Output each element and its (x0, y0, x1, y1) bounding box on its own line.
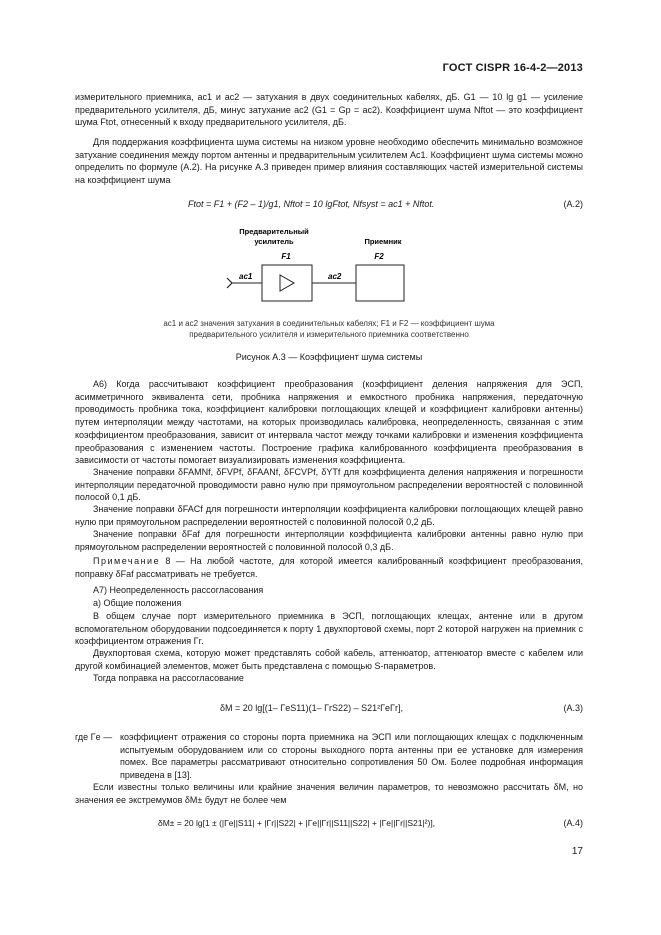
ac2-label: ac2 (328, 272, 342, 281)
paragraph-two-port: Двухпортовая схема, которую может представлять собой кабель, аттенюатор, аттенюатор вместе с кабелем или другой комбинацией элементов, может быть представлена с помощью S-параметров. (75, 648, 583, 671)
page-number: 17 (571, 846, 583, 857)
paragraph-a7: А7) Неопределенность рассогласования (93, 585, 264, 595)
document-header: ГОСТ CISPR 16-4-2—2013 (442, 62, 583, 74)
paragraph-2: Для поддержания коэффициента шума системы на низком уровне необходимо обеспечить минимально возможное затухание соединения между портом антенны и предварительным усилителем Ac1. Коэффициент шума системы можно определить по формуле (А.2). На рисунке А.3 приведен пример влияния составляющих частей измерительной системы на коэффициент шума (75, 137, 583, 186)
antenna-port-icon (227, 278, 232, 288)
figure-title: Рисунок А.3 — Коэффициент шума системы (235, 352, 423, 362)
equation-a3-number: (А.3) (563, 703, 583, 713)
note-8 (75, 555, 583, 580)
note-text: 8 — На любой частоте, для которой имеется калиброванный коэффициент преобразования, поправку δFaf рассматривать не требуется. (75, 556, 583, 579)
paragraph-a6: А6) Когда рассчитывают коэффициент преобразования (коэффициент деления напряжения для ЭСП, асимметричного эквивалента сети, пробника напряжения и емкостного пробника напряжения, передаточную проводимость пробника тока, коэффициент калибровки поглощающих клещей и коэффициент калибровки антенны) путем интерполяции между частотами, на которых производилась калибровка, неопределенность, связанная с этим коэффициентом преобразования, зависит от интервала частот между точками калибровки и изменения коэффициента преобразования с изменением частоты. Построение графика калиброванного коэффициента преобразования в зависимости от частоты помогает визуализировать изменения коэффициента. (75, 379, 583, 466)
f1-label: F1 (281, 252, 291, 261)
preamp-label-line1: Предварительный (239, 227, 309, 236)
preamp-label-line2: усилитель (254, 237, 294, 246)
equation-a4-number: (А.4) (563, 818, 583, 828)
paragraph-1: измерительного приемника, ac1 и ac2 — затухания в двух соединительных кабелях, дБ. G1 — 10 lg g1 — усиление предварительного усилителя, дБ, минус затухание ac2 (G1 = Gp = ac2). Коэффициент шума Nftot — это коэффициент шума Ftot, отнесенный к входу предварительного усилителя, дБ. (75, 92, 583, 128)
equation-a2-number: (А.2) (563, 199, 583, 209)
preamp-box (262, 265, 312, 301)
amplifier-triangle-icon (280, 275, 294, 291)
paragraph-correction-1: Значение поправки δFAMNf, δFVPf, δFAANf, δFCVPf, δYTf для коэффициента деления напряжения и погрешности интерполяции передаточной проводимости равно нулю при прямоугольном распределении вероятностей с половинной полосой 0,1 дБ. (75, 467, 583, 503)
note-label: Примечание (93, 556, 161, 566)
equation-a4: δM± = 20 lg[1 ± (|Γe||S11| + |Γr||S22| + |Γe||Γr||S11||S22| + |Γe||Γr||S21|²)], (158, 818, 436, 828)
equation-a2: Ftot = F1 + (F2 – 1)/g1, Nftot = 10 lgFtot, Nfsyst = ac1 + Nftot. (188, 199, 435, 209)
noise-figure-diagram (215, 225, 425, 310)
equation-a3: δM = 20 lg[(1– ΓeS11)(1– ΓrS22) – S21²ΓeΓr], (220, 703, 404, 713)
receiver-label: Приемник (364, 237, 402, 246)
f2-label: F2 (374, 252, 384, 261)
receiver-box (356, 265, 404, 301)
where-label: где Γe — (75, 732, 113, 742)
paragraph-extremes: Если известны только величины или крайние значения величин параметров, то невозможно рассчитать δM, но значения ее экстремумов δM± будут не более чем (75, 782, 583, 805)
paragraph-correction-3: Значение поправки δFaf для погрешности интерполяции коэффициента калибровки антенны равно нулю при прямоугольном распределении вероятностей с половинной полосой 0,3 дБ. (75, 529, 583, 552)
ac1-label: ac1 (239, 272, 253, 281)
figure-caption-line1: ac1 и ac2 значения затухания в соединительных кабелях; F1 и F2 — коэффициент шума (163, 319, 495, 328)
figure-caption-line2: предварительного усилителя и измерительного приемника соответственно (189, 330, 469, 339)
paragraph-correction-2: Значение поправки δFACf для погрешности интерполяции коэффициента калибровки поглощающих клещей равно нулю при прямоугольном распределении вероятностей с половинной полосой 0,2 дБ. (75, 504, 583, 527)
paragraph-a7-a: а) Общие положения (93, 598, 182, 608)
paragraph-general: В общем случае порт измерительного приемника в ЭСП, поглощающих клещах, антенне или в другом вспомогательном оборудовании подсоединяется к порту 1 двухпортовой схемы, порт 2 которой нагружен на приемник с коэффициентом отражения Γr. (75, 611, 583, 647)
paragraph-mismatch-intro: Тогда поправка на рассогласование (93, 673, 244, 683)
paragraph-where: коэффициент отражения со стороны порта приемника на ЭСП или поглощающих клещах с подключенным испытуемым оборудованием или со стороны выходного порта антенны при ее установке для измерения помех. Все параметры рассматривают относительно сопротивления 50 Ом. Более подробная информация приведена в [13]. (120, 732, 583, 781)
